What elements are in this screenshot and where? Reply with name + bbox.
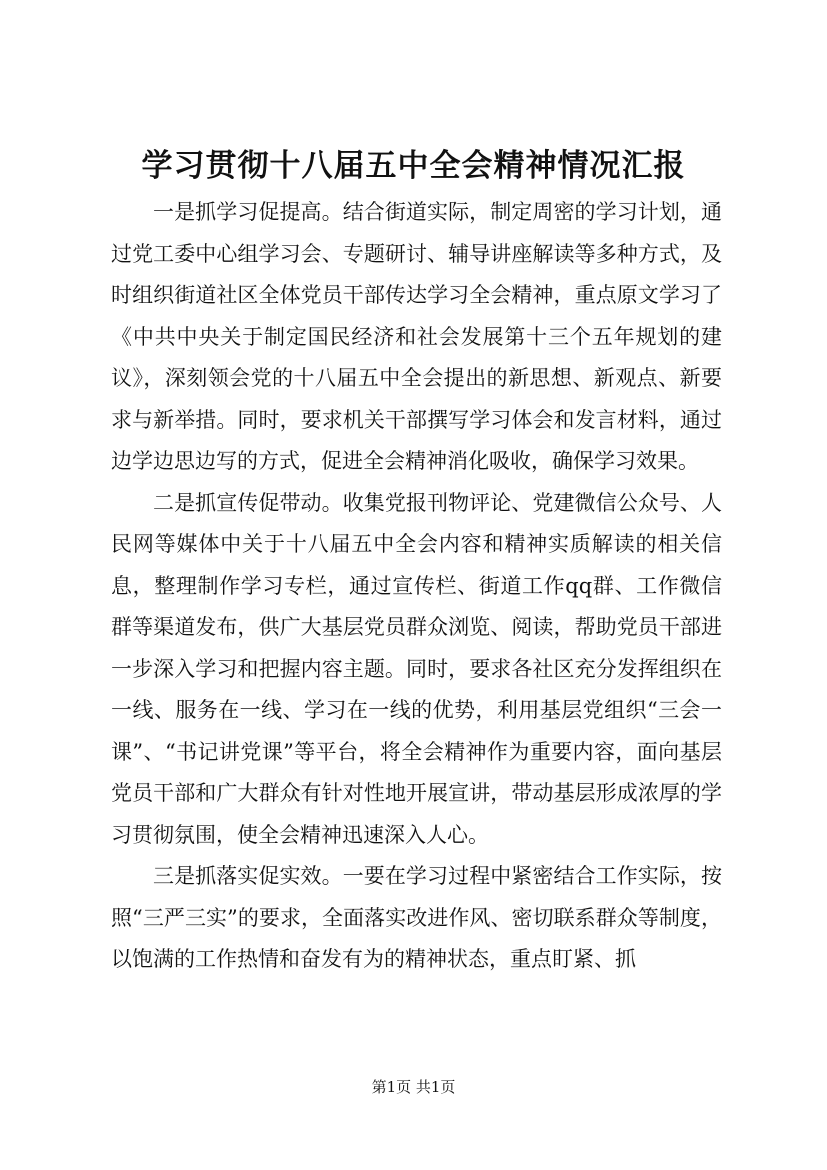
- paragraph-study: 一是抓学习促提高。结合街道实际，制定周密的学习计划，通过党工委中心组学习会、专题研讨、辅导讲座解读等多种方式，及时组织街道社区全体党员干部传达学习全会精神，重点原文学习了《中共中央关于制定国民经济和社会发展第十三个五年规划的建议》，深刻领会党的十八届五中全会提出的新思想、新观点、新要求与新举措。同时，要求机关干部撰写学习体会和发言材料，通过边学边思边写的方式，促进全会精神消化吸收，确保学习效果。: [111, 200, 722, 473]
- paragraph-implementation: 三是抓落实促实效。一要在学习过程中紧密结合工作实际，按照“三严三实”的要求，全面落实改进作风、密切联系群众等制度，以饱满的工作热情和奋发有为的精神状态，重点盯紧、抓: [111, 864, 722, 971]
- document-title: 学习贯彻十八届五中全会精神情况汇报: [141, 148, 686, 184]
- document-body: [111, 192, 722, 981]
- paragraph-publicity: 二是抓宣传促带动。收集党报刊物评论、党建微信公众号、人民网等媒体中关于十八届五中全会内容和精神实质解读的相关信息，整理制作学习专栏，通过宣传栏、街道工作qq群、工作微信群等渠道发布，供广大基层党员群众浏览、阅读，帮助党员干部进一步深入学习和把握内容主题。同时，要求各社区充分发挥组织在一线、服务在一线、学习在一线的优势，利用基层党组织“三会一课”、“书记讲党课”等平台，将全会精神作为重要内容，面向基层党员干部和广大群众有针对性地开展宣讲，带动基层形成浓厚的学习贯彻氛围，使全会精神迅速深入人心。: [111, 490, 722, 847]
- page-number-footer: 第1页 共1页: [371, 1078, 456, 1096]
